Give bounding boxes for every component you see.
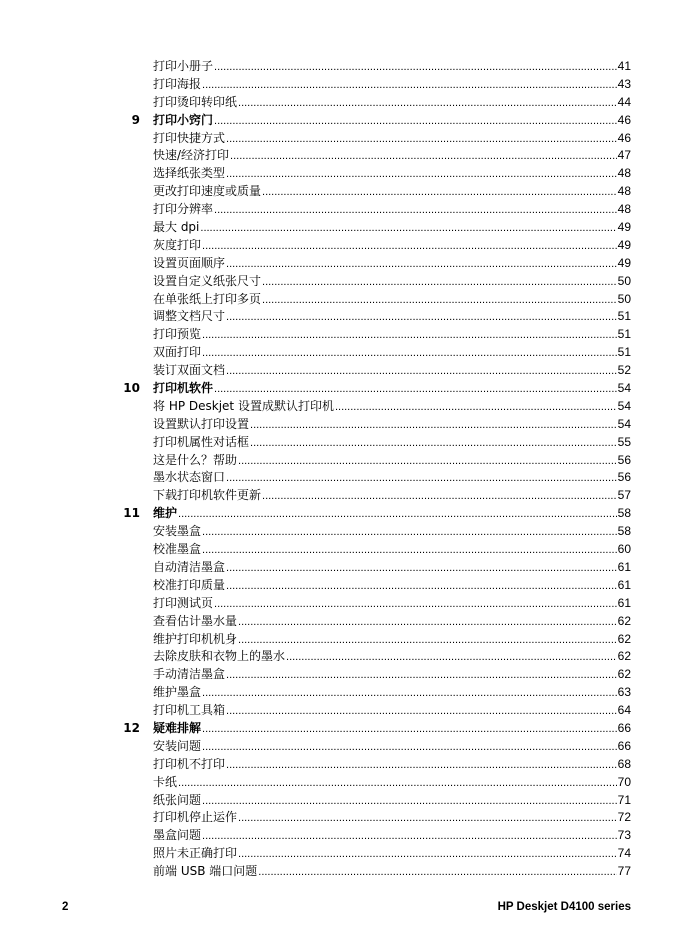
toc-entry-row[interactable] xyxy=(0,559,683,577)
toc-entry[interactable] xyxy=(153,362,631,381)
toc-entry[interactable] xyxy=(153,631,631,650)
toc-page-number: 51 xyxy=(617,309,631,324)
toc-entry[interactable] xyxy=(153,827,631,846)
toc-entry[interactable] xyxy=(153,487,631,506)
toc-entry-row[interactable] xyxy=(0,702,683,720)
dot-leader xyxy=(226,470,617,488)
dot-leader xyxy=(214,596,617,614)
toc-entry-row[interactable] xyxy=(0,165,683,183)
toc-entry-row[interactable] xyxy=(0,416,683,434)
toc-page-number: 44 xyxy=(617,94,631,109)
toc-entry-row[interactable] xyxy=(0,344,683,362)
toc-entry-title[interactable]: 去除皮肤和衣物上的墨水 xyxy=(153,649,286,664)
toc-page-number: 54 xyxy=(617,381,631,396)
toc-entry[interactable] xyxy=(153,416,631,435)
dot-leader xyxy=(202,524,617,542)
toc-entry-title[interactable]: 打印测试页 xyxy=(153,595,214,610)
toc-entry[interactable] xyxy=(153,237,631,256)
toc-entry-title[interactable]: 打印海报 xyxy=(153,76,202,91)
toc-entry[interactable] xyxy=(153,792,631,811)
toc-entry[interactable] xyxy=(153,380,631,399)
toc-entry-title[interactable]: 快速/经济打印 xyxy=(153,148,230,163)
dot-leader xyxy=(250,417,617,435)
toc-page-number: 48 xyxy=(617,184,631,199)
toc-page-number: 70 xyxy=(617,774,631,789)
toc-entry-row[interactable] xyxy=(0,631,683,649)
toc-page-number: 66 xyxy=(617,720,631,735)
chapter-number: 10 xyxy=(123,381,140,396)
toc-page-number: 66 xyxy=(617,738,631,753)
toc-entry-title[interactable]: 查看估计墨水量 xyxy=(153,613,238,628)
toc-chapter-row[interactable] xyxy=(0,380,683,398)
toc-entry[interactable] xyxy=(153,147,631,166)
dot-leader xyxy=(226,309,617,327)
toc-entry[interactable] xyxy=(153,577,631,596)
dot-leader xyxy=(202,77,617,95)
dot-leader xyxy=(178,506,617,524)
toc-page-number: 58 xyxy=(617,506,631,521)
toc-entry[interactable] xyxy=(153,684,631,703)
toc-entry-title[interactable]: 安装墨盒 xyxy=(153,524,202,539)
toc-page-number: 62 xyxy=(617,613,631,628)
toc-entry[interactable] xyxy=(153,666,631,685)
toc-entry[interactable] xyxy=(153,130,631,149)
toc-entry[interactable] xyxy=(153,201,631,220)
toc-entry-title[interactable]: 纸张问题 xyxy=(153,792,202,807)
dot-leader xyxy=(226,757,617,775)
toc-entry[interactable] xyxy=(153,255,631,274)
product-name: HP Deskjet D4100 series xyxy=(497,901,631,913)
toc-entry-row[interactable] xyxy=(0,58,683,76)
toc-entry[interactable] xyxy=(153,112,631,131)
dot-leader xyxy=(250,435,617,453)
table-of-contents xyxy=(0,58,683,881)
toc-entry-row[interactable] xyxy=(0,201,683,219)
toc-entry-row[interactable] xyxy=(0,237,683,255)
toc-entry-title[interactable]: 打印机属性对话框 xyxy=(153,434,250,449)
toc-entry[interactable] xyxy=(153,308,631,327)
toc-entry[interactable] xyxy=(153,291,631,310)
dot-leader xyxy=(226,256,617,274)
toc-entry-title[interactable]: 打印分辨率 xyxy=(153,202,214,217)
toc-page-number: 63 xyxy=(617,685,631,700)
dot-leader xyxy=(202,685,617,703)
toc-entry[interactable] xyxy=(153,434,631,453)
toc-entry[interactable] xyxy=(153,774,631,793)
toc-entry[interactable] xyxy=(153,541,631,560)
toc-entry-row[interactable] xyxy=(0,577,683,595)
toc-page-number: 60 xyxy=(617,542,631,557)
chapter-number: 11 xyxy=(123,506,140,521)
dot-leader xyxy=(258,864,616,882)
toc-entry-title[interactable]: 选择纸张类型 xyxy=(153,166,226,181)
toc-entry[interactable] xyxy=(153,344,631,363)
toc-entry[interactable] xyxy=(153,845,631,864)
toc-entry-row[interactable] xyxy=(0,326,683,344)
toc-page-number: 50 xyxy=(617,273,631,288)
toc-entry[interactable] xyxy=(153,756,631,775)
toc-entry[interactable] xyxy=(153,702,631,721)
toc-entry-title[interactable]: 在单张纸上打印多页 xyxy=(153,291,262,306)
dot-leader xyxy=(202,345,617,363)
toc-entry-row[interactable] xyxy=(0,595,683,613)
toc-entry-title[interactable]: 墨水状态窗口 xyxy=(153,470,226,485)
toc-entry-row[interactable] xyxy=(0,523,683,541)
toc-entry-row[interactable] xyxy=(0,756,683,774)
toc-page-number: 46 xyxy=(617,112,631,127)
dot-leader xyxy=(230,148,617,166)
toc-entry-title[interactable]: 将 HP Deskjet 设置成默认打印机 xyxy=(153,398,334,413)
toc-entry-row[interactable] xyxy=(0,308,683,326)
toc-page-number: 62 xyxy=(617,649,631,664)
toc-entry-title[interactable]: 打印快捷方式 xyxy=(153,130,226,145)
toc-entry-title[interactable]: 这是什么？帮助 xyxy=(153,452,238,467)
toc-entry-title[interactable]: 照片未正确打印 xyxy=(153,846,238,861)
dot-leader xyxy=(238,95,617,113)
dot-leader xyxy=(226,703,617,721)
toc-page-number: 62 xyxy=(617,631,631,646)
dot-leader xyxy=(262,292,617,310)
toc-page-number: 72 xyxy=(617,810,631,825)
toc-page-number: 49 xyxy=(617,237,631,252)
dot-leader xyxy=(214,381,617,399)
dot-leader xyxy=(202,721,617,739)
toc-entry[interactable] xyxy=(153,76,631,95)
toc-page-number: 55 xyxy=(617,434,631,449)
toc-entry-row[interactable] xyxy=(0,291,683,309)
chapter-number: 9 xyxy=(131,112,140,127)
toc-entry-row[interactable] xyxy=(0,273,683,291)
toc-entry[interactable] xyxy=(153,648,631,667)
toc-page-number: 57 xyxy=(617,488,631,503)
dot-leader xyxy=(262,488,617,506)
toc-entry-title[interactable]: 更改打印速度或质量 xyxy=(153,184,262,199)
toc-entry-row[interactable] xyxy=(0,255,683,273)
toc-entry-title[interactable]: 打印预览 xyxy=(153,327,202,342)
toc-entry-row[interactable] xyxy=(0,398,683,416)
toc-entry-title[interactable]: 打印机不打印 xyxy=(153,756,226,771)
toc-page-number: 73 xyxy=(617,828,631,843)
dot-leader xyxy=(202,542,617,560)
toc-page-number: 61 xyxy=(617,559,631,574)
toc-chapter-row[interactable] xyxy=(0,720,683,738)
toc-page-number: 43 xyxy=(617,76,631,91)
dot-leader xyxy=(286,649,617,667)
dot-leader xyxy=(226,363,617,381)
toc-entry-title[interactable]: 校准墨盒 xyxy=(153,542,202,557)
toc-entry[interactable] xyxy=(153,595,631,614)
toc-entry[interactable] xyxy=(153,219,631,238)
toc-entry-row[interactable] xyxy=(0,452,683,470)
toc-page-number: 51 xyxy=(617,345,631,360)
toc-entry-row[interactable] xyxy=(0,362,683,380)
toc-page-number: 54 xyxy=(617,398,631,413)
toc-page-number: 46 xyxy=(617,130,631,145)
toc-page-number: 68 xyxy=(617,756,631,771)
toc-page-number: 56 xyxy=(617,452,631,467)
page-footer xyxy=(0,901,683,919)
toc-entry[interactable] xyxy=(153,863,631,882)
toc-entry-title[interactable]: 下载打印机软件更新 xyxy=(153,488,262,503)
toc-entry-title[interactable]: 前端 USB 端口问题 xyxy=(153,864,258,879)
toc-entry-row[interactable] xyxy=(0,219,683,237)
toc-entry[interactable] xyxy=(153,720,631,739)
dot-leader xyxy=(200,220,616,238)
toc-page-number: 49 xyxy=(617,220,631,235)
toc-entry-row[interactable] xyxy=(0,845,683,863)
toc-entry-title[interactable]: 维护打印机机身 xyxy=(153,631,238,646)
toc-page-number: 62 xyxy=(617,667,631,682)
toc-entry-title[interactable]: 墨盒问题 xyxy=(153,828,202,843)
toc-entry[interactable] xyxy=(153,398,631,417)
toc-entry-title[interactable]: 设置自定义纸张尺寸 xyxy=(153,273,262,288)
toc-entry-row[interactable] xyxy=(0,147,683,165)
toc-entry[interactable] xyxy=(153,58,631,77)
toc-entry[interactable] xyxy=(153,613,631,632)
dot-leader xyxy=(226,667,617,685)
toc-entry-row[interactable] xyxy=(0,827,683,845)
toc-entry-row[interactable] xyxy=(0,434,683,452)
dot-leader xyxy=(238,632,617,650)
toc-entry-title[interactable]: 打印烫印转印纸 xyxy=(153,94,238,109)
toc-entry-row[interactable] xyxy=(0,863,683,881)
chapter-number: 12 xyxy=(123,720,140,735)
toc-page-number: 48 xyxy=(617,166,631,181)
toc-page-number: 41 xyxy=(617,59,631,73)
toc-entry-title[interactable]: 装订双面文档 xyxy=(153,363,226,378)
toc-entry-title[interactable]: 设置页面顺序 xyxy=(153,255,226,270)
toc-entry[interactable] xyxy=(153,559,631,578)
toc-page-number: 64 xyxy=(617,703,631,718)
toc-entry-title[interactable]: 手动清洁墨盒 xyxy=(153,667,226,682)
toc-entry-row[interactable] xyxy=(0,183,683,201)
toc-entry[interactable] xyxy=(153,273,631,292)
toc-entry[interactable] xyxy=(153,738,631,757)
toc-page-number: 52 xyxy=(617,363,631,378)
dot-leader xyxy=(262,274,617,292)
toc-entry-row[interactable] xyxy=(0,648,683,666)
toc-page-number: 61 xyxy=(617,595,631,610)
dot-leader xyxy=(226,560,617,578)
toc-entry[interactable] xyxy=(153,183,631,202)
toc-page-number: 61 xyxy=(617,577,631,592)
dot-leader xyxy=(178,775,617,793)
dot-leader xyxy=(214,59,617,77)
toc-entry-title[interactable]: 疑难排解 xyxy=(153,720,202,735)
dot-leader xyxy=(214,202,617,220)
toc-page-number: 54 xyxy=(617,416,631,431)
page-number: 2 xyxy=(62,901,69,913)
dot-leader xyxy=(202,739,617,757)
toc-page-number: 51 xyxy=(617,327,631,342)
toc-entry-row[interactable] xyxy=(0,809,683,827)
toc-entry[interactable] xyxy=(153,809,631,828)
toc-page-number: 49 xyxy=(617,255,631,270)
dot-leader xyxy=(238,846,617,864)
toc-page-number: 50 xyxy=(617,291,631,306)
toc-page-number: 71 xyxy=(617,792,631,807)
toc-entry-title[interactable]: 灰度打印 xyxy=(153,237,202,252)
toc-entry-row[interactable] xyxy=(0,684,683,702)
toc-entry-title[interactable]: 打印机软件 xyxy=(153,381,214,396)
toc-entry[interactable] xyxy=(153,94,631,113)
toc-entry-title[interactable]: 最大 dpi xyxy=(153,220,200,235)
toc-entry-row[interactable] xyxy=(0,130,683,148)
toc-page-number: 47 xyxy=(617,148,631,163)
toc-entry-title[interactable]: 双面打印 xyxy=(153,345,202,360)
toc-entry-title[interactable]: 安装问题 xyxy=(153,738,202,753)
toc-entry-title[interactable]: 自动清洁墨盒 xyxy=(153,559,226,574)
dot-leader xyxy=(226,578,617,596)
dot-leader xyxy=(262,184,617,202)
toc-entry-row[interactable] xyxy=(0,94,683,112)
toc-entry-row[interactable] xyxy=(0,792,683,810)
toc-entry-title[interactable]: 打印小册子 xyxy=(153,59,214,73)
toc-entry-title[interactable]: 维护 xyxy=(153,506,178,521)
toc-entry-title[interactable]: 校准打印质量 xyxy=(153,577,226,592)
toc-entry-row[interactable] xyxy=(0,487,683,505)
toc-entry-title[interactable]: 维护墨盒 xyxy=(153,685,202,700)
dot-leader xyxy=(226,131,617,149)
toc-entry-title[interactable]: 卡纸 xyxy=(153,774,178,789)
dot-leader xyxy=(238,614,617,632)
toc-entry-title[interactable]: 打印机停止运作 xyxy=(153,810,238,825)
toc-chapter-row[interactable] xyxy=(0,112,683,130)
dot-leader xyxy=(238,810,617,828)
dot-leader xyxy=(202,828,617,846)
toc-entry-row[interactable] xyxy=(0,738,683,756)
dot-leader xyxy=(202,238,617,256)
toc-page-number: 58 xyxy=(617,524,631,539)
toc-page-number: 56 xyxy=(617,470,631,485)
dot-leader xyxy=(226,166,617,184)
dot-leader xyxy=(214,113,617,131)
dot-leader xyxy=(202,793,617,811)
toc-entry-row[interactable] xyxy=(0,76,683,94)
toc-entry[interactable] xyxy=(153,469,631,488)
toc-entry-title[interactable]: 设置默认打印设置 xyxy=(153,416,250,431)
dot-leader xyxy=(335,399,617,417)
toc-page-number: 74 xyxy=(617,846,631,861)
toc-entry-row[interactable] xyxy=(0,666,683,684)
toc-page-number: 77 xyxy=(617,864,631,879)
dot-leader xyxy=(238,453,617,471)
toc-entry[interactable] xyxy=(153,505,631,524)
toc-entry[interactable] xyxy=(153,165,631,184)
toc-entry[interactable] xyxy=(153,523,631,542)
toc-entry-title[interactable]: 打印小窍门 xyxy=(153,112,214,127)
toc-entry[interactable] xyxy=(153,452,631,471)
toc-entry-title[interactable]: 调整文档尺寸 xyxy=(153,309,226,324)
toc-entry[interactable] xyxy=(153,326,631,345)
toc-chapter-row[interactable] xyxy=(0,505,683,523)
toc-page-number: 48 xyxy=(617,202,631,217)
toc-entry-row[interactable] xyxy=(0,469,683,487)
toc-entry-row[interactable] xyxy=(0,613,683,631)
toc-entry-row[interactable] xyxy=(0,541,683,559)
dot-leader xyxy=(202,327,617,345)
toc-entry-title[interactable]: 打印机工具箱 xyxy=(153,703,226,718)
toc-entry-row[interactable] xyxy=(0,774,683,792)
